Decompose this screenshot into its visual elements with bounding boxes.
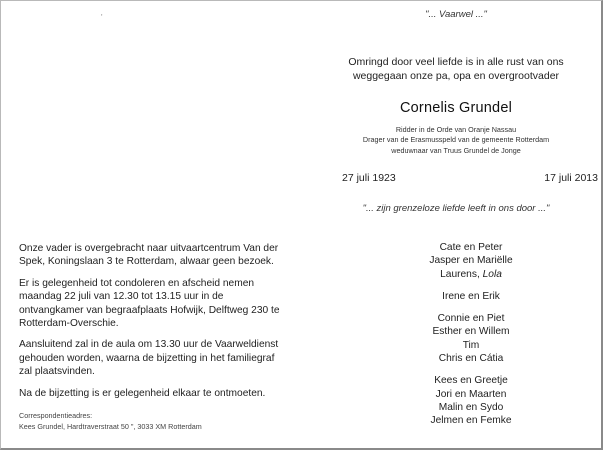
intro-line-2: weggegaan onze pa, opa en overgrootvader (352, 70, 560, 82)
fold-mark: ' (101, 13, 103, 22)
family-member: Cate en Peter (439, 242, 503, 253)
family-group-3 (391, 312, 551, 365)
honors-block (321, 125, 591, 156)
correspondence-line: Kees Grundel, Hardtraverstraat 50 ", 3033 XM Rotterdam (19, 421, 202, 431)
family-list (391, 241, 551, 428)
honor-line-2: Drager van de Erasmusspeld van de gemeente Rotterdam (362, 135, 550, 145)
grandchild-name: Laurens, (440, 268, 483, 280)
family-member: Jelmen en Femke (430, 415, 512, 427)
memorial-quote: "... zijn grenzeloze liefde leeft in ons door ..." (362, 203, 550, 214)
notice-paragraph-4: Na de bijzetting is er gelegenheid elkaar te ontmoeten. (19, 387, 266, 399)
family-member: Jasper en Mariëlle (429, 255, 513, 267)
family-member: Esther en Willem (432, 326, 510, 338)
correspondence-label: Correspondentieadres: (19, 411, 93, 420)
family-member: Connie en Piet (437, 313, 505, 325)
honor-line-1: Ridder in de Orde van Oranje Nassau (395, 125, 517, 134)
notice-paragraph-3: Aansluitend zal in de aula om 13.30 uur de Vaarweldienst gehouden worden, waarna de bijzetting in het familiegraf zal plaatsvinden. (19, 339, 279, 378)
family-member: Malin en Sydo (438, 401, 504, 413)
funeral-notice (19, 242, 289, 408)
family-group-4 (391, 374, 551, 427)
family-group-1 (391, 241, 551, 281)
great-grandchild-name: Lola (482, 268, 502, 280)
family-member: Irene en Erik (442, 290, 500, 302)
family-member: Jori en Maarten (435, 388, 507, 400)
family-group-2 (391, 290, 551, 303)
correspondence-address (19, 411, 202, 432)
family-member: Chris en Cátia (438, 353, 504, 365)
birth-date: 27 juli 1923 (342, 172, 396, 184)
intro-line-1: Omringd door veel liefde is in alle rust van ons (348, 56, 564, 68)
family-member (391, 268, 551, 281)
family-member: Tim (462, 339, 480, 351)
death-date: 17 juli 2013 (544, 172, 598, 184)
announcement-intro (321, 55, 591, 83)
deceased-name: Cornelis Grundel (400, 100, 512, 116)
family-member: Kees en Greetje (434, 375, 508, 387)
honor-line-3: weduwnaar van Truus Grundel de Jonge (391, 145, 521, 155)
farewell-quote: "... Vaarwel ..." (425, 9, 487, 20)
notice-paragraph-2: Er is gelegenheid tot condoleren en afscheid nemen maandag 22 juli van 12.30 tot 13.15 uur in de ontvangkamer van begraafplaats Hofwijk, Delftweg 230 te Rotterdam-Overschie. (19, 277, 280, 330)
notice-paragraph-1: Onze vader is overgebracht naar uitvaartcentrum Van der Spek, Koningslaan 3 te Rotterdam, alwaar geen bezoek. (19, 243, 279, 268)
